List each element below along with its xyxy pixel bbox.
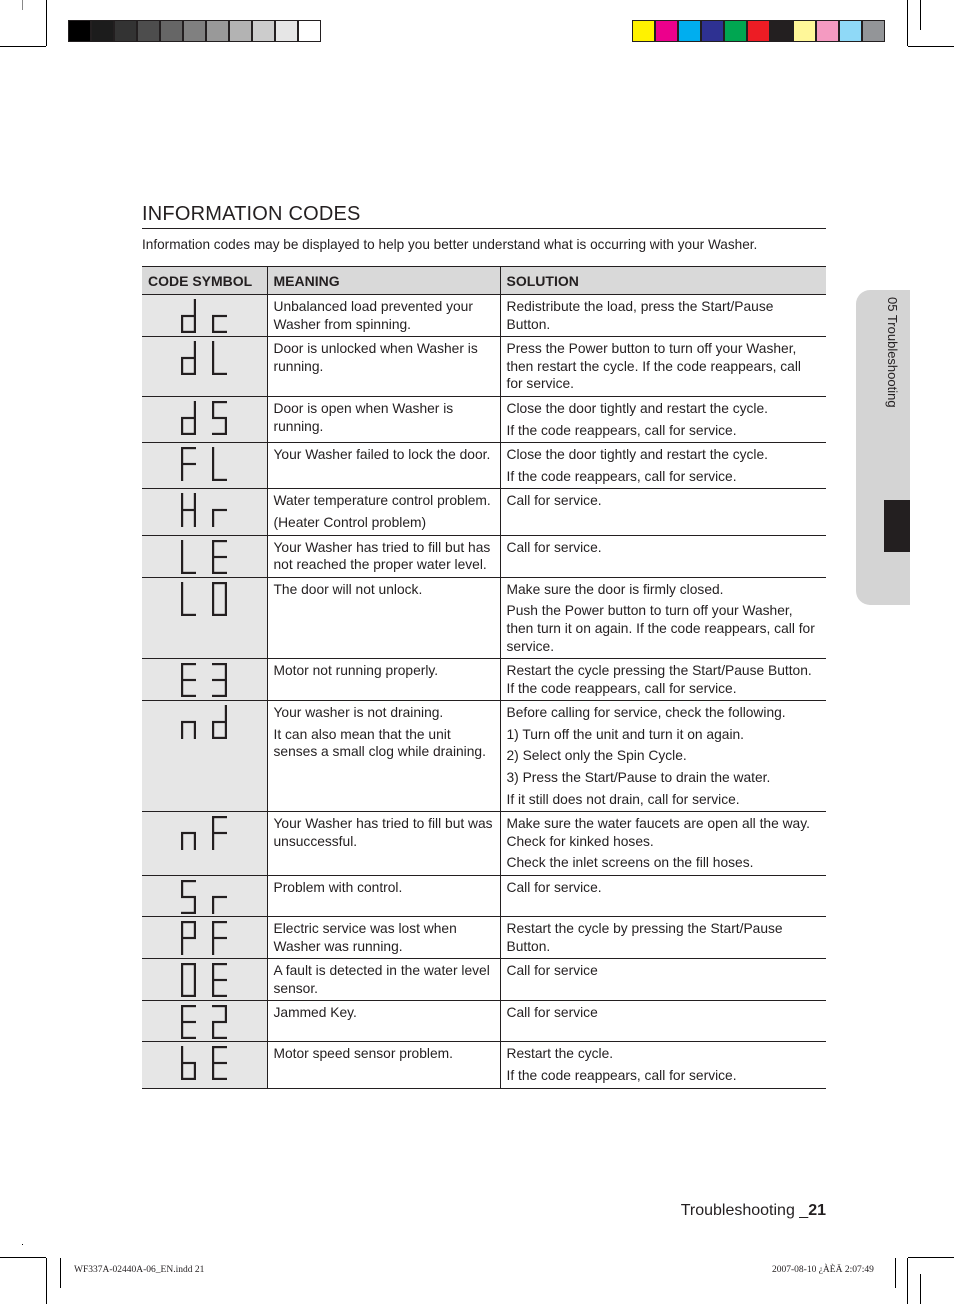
code-segment (212, 921, 227, 923)
code-segment (212, 1062, 227, 1064)
solution-text: Call for service (506, 1005, 598, 1021)
meaning-cell (267, 1042, 500, 1088)
solution-text: Call for service. (506, 493, 602, 509)
solution-cell (500, 1001, 826, 1042)
grayscale-swatch (68, 20, 91, 42)
solution-text: Close the door tightly and restart the cycle. (506, 400, 769, 416)
solution-text: 1) Turn off the unit and turn it on again. (506, 726, 745, 742)
title-rule (142, 228, 826, 229)
meaning-text: A fault is detected in the water level sensor. (273, 963, 490, 996)
code-segment (212, 695, 227, 697)
solution-text: Make sure the water faucets are open all the way. Check for kinked hoses. (506, 816, 810, 849)
code-segment (212, 1046, 227, 1048)
code-segment (181, 463, 196, 465)
meaning-text: Jammed Key. (273, 1005, 357, 1021)
grayscale-swatch (252, 20, 275, 42)
code-segment (225, 599, 227, 616)
solution-text: 3) Press the Start/Pause to drain the water. (506, 770, 771, 786)
code-segment (181, 880, 196, 882)
code-segment (194, 401, 196, 418)
solution-text: Restart the cycle by pressing the Start/Pause Button. (506, 921, 783, 954)
code-segment (181, 663, 183, 680)
code-segment (212, 316, 214, 333)
code-segment (212, 464, 214, 481)
code-segment (181, 963, 196, 965)
chapter-side-tab-marker (884, 500, 910, 552)
code-symbol-cell (142, 535, 267, 577)
solution-text: If it still does not drain, call for service. (506, 791, 740, 807)
meaning-text: Door is open when Washer is running. (273, 400, 454, 434)
meaning-text: Water temperature control problem. (273, 493, 491, 509)
table-row (142, 295, 826, 337)
code-segment (212, 341, 214, 358)
code-symbol-cell (142, 443, 267, 489)
code-segment (181, 357, 196, 359)
code-segment (212, 1022, 214, 1039)
meaning-cell (267, 295, 500, 337)
code-segment (181, 1005, 196, 1007)
code-segment (194, 1063, 196, 1080)
code-symbol-glyph (181, 493, 227, 527)
meaning-text: The door will not unlock. (273, 581, 423, 597)
solution-text: If the code reappears, call for service. (506, 422, 737, 438)
meaning-cell (267, 876, 500, 917)
meaning-cell (267, 337, 500, 397)
solution-cell (500, 876, 826, 917)
code-segment (181, 695, 196, 697)
code-segment (181, 722, 183, 739)
code-symbol-cell (142, 295, 267, 337)
code-segment (212, 995, 227, 997)
solution-text: Call for service (506, 963, 598, 979)
code-segment (212, 614, 227, 616)
code-segment (181, 880, 183, 897)
code-segment (212, 540, 214, 557)
code-segment (181, 1063, 183, 1080)
color-swatch (793, 20, 816, 42)
code-symbol-cell (142, 659, 267, 701)
meaning-text: Your Washer failed to lock the door. (273, 447, 491, 463)
meaning-cell (267, 396, 500, 442)
code-segment (181, 571, 196, 573)
code-symbol-glyph (181, 299, 227, 333)
header-solution: SOLUTION (500, 267, 826, 295)
table-row (142, 701, 826, 812)
solution-text: If the code reappears, call for service. (506, 1068, 737, 1083)
print-slug-date: 2007-08-10 ¿ÀÈÄ 2:07:49 (772, 1265, 874, 1275)
table-row (142, 535, 826, 577)
solution-text: Check the inlet screens on the fill hoses. (506, 855, 754, 871)
code-segment (212, 1078, 227, 1080)
code-segment (181, 417, 196, 419)
code-segment (212, 963, 214, 980)
code-segment (212, 737, 227, 739)
code-segment (181, 447, 183, 464)
code-segment (181, 373, 196, 375)
grayscale-swatch (160, 20, 183, 42)
grayscale-swatch (183, 20, 206, 42)
code-segment (212, 401, 214, 418)
grayscale-swatch (91, 20, 114, 42)
table-header-row (142, 267, 826, 295)
meaning-text: Problem with control. (273, 880, 403, 896)
color-swatch (632, 20, 655, 42)
code-segment (212, 1005, 227, 1007)
code-segment (194, 418, 196, 435)
code-segment (181, 1021, 196, 1023)
code-segment (212, 897, 214, 914)
code-segment (212, 833, 214, 850)
code-symbol-cell (142, 701, 267, 812)
code-segment (225, 663, 227, 680)
code-segment (212, 479, 227, 481)
code-segment (194, 493, 196, 510)
code-segment (212, 582, 214, 599)
solution-cell (500, 577, 826, 658)
code-symbol-glyph (181, 705, 227, 739)
solution-text: Press the Power button to turn off your Washer, then restart the cycle. If the code reappears, call for service. (506, 341, 801, 392)
code-segment (212, 663, 227, 665)
code-segment (212, 331, 227, 333)
color-swatch (724, 20, 747, 42)
crop-mark (920, 1274, 921, 1304)
crop-mark (0, 46, 46, 47)
print-slug-file: WF337A-02440A-06_EN.indd 21 (74, 1265, 205, 1275)
table-row (142, 337, 826, 397)
code-segment (194, 341, 196, 358)
code-symbol-glyph (181, 816, 227, 850)
code-segment (212, 816, 227, 818)
code-symbol-cell (142, 917, 267, 959)
meaning-cell (267, 659, 500, 701)
header-meaning: MEANING (267, 267, 500, 295)
table-row (142, 1042, 826, 1088)
code-symbol-cell (142, 876, 267, 917)
color-swatch (839, 20, 862, 42)
code-segment (194, 316, 196, 333)
code-segment (181, 721, 196, 723)
code-segment (194, 299, 196, 316)
code-segment (181, 599, 183, 616)
code-segment (181, 1022, 183, 1039)
code-symbol-cell (142, 1001, 267, 1042)
solution-text: Restart the cycle. (506, 1046, 614, 1062)
header-code-symbol: CODE SYMBOL (142, 267, 267, 295)
meaning-text: Your washer is not draining. (273, 705, 444, 721)
meaning-cell (267, 701, 500, 812)
code-segment (212, 540, 227, 542)
meaning-cell (267, 443, 500, 489)
code-segment (194, 963, 196, 980)
code-segment (212, 1021, 227, 1023)
code-segment (212, 937, 227, 939)
code-segment (225, 1005, 227, 1022)
section-intro: Information codes may be displayed to help you better understand what is occurring with your Washer. (142, 237, 758, 252)
meaning-text: Your Washer has tried to fill but has not reached the proper water level. (273, 539, 491, 573)
code-segment (212, 315, 227, 317)
code-symbol-cell (142, 1042, 267, 1088)
solution-text: Close the door tightly and restart the cycle. (506, 447, 769, 463)
table-row (142, 1001, 826, 1042)
code-segment (194, 358, 196, 375)
table-row (142, 812, 826, 876)
code-segment (212, 401, 227, 403)
code-segment (194, 897, 196, 914)
code-segment (181, 1046, 183, 1063)
table-row (142, 396, 826, 442)
color-swatch (701, 20, 724, 42)
code-segment (225, 418, 227, 435)
code-segment (194, 980, 196, 997)
crop-mark (46, 1258, 47, 1304)
meaning-text: Unbalanced load prevented your Washer from spinning. (273, 299, 473, 332)
table-row (142, 876, 826, 917)
meaning-text: (Heater Control problem) (273, 514, 427, 530)
solution-cell (500, 396, 826, 442)
crop-mark (907, 1258, 908, 1304)
crop-mark (908, 1257, 954, 1258)
code-symbol-glyph (181, 1005, 227, 1039)
code-segment (181, 557, 183, 574)
code-segment (212, 433, 227, 435)
meaning-cell (267, 959, 500, 1001)
solution-text: 2) Select only the Spin Cycle. (506, 748, 687, 764)
solution-text: Restart the cycle pressing the Start/Pause Button. If the code reappears, call for service. (506, 663, 812, 696)
code-segment (212, 599, 214, 616)
code-segment (181, 921, 183, 938)
code-segment (225, 582, 227, 599)
grayscale-swatch (229, 20, 252, 42)
code-segment (181, 540, 183, 557)
grayscale-swatch (137, 20, 160, 42)
code-symbol-glyph (181, 921, 227, 955)
meaning-cell (267, 812, 500, 876)
code-symbol-cell (142, 959, 267, 1001)
grayscale-swatch (114, 20, 137, 42)
code-segment (181, 963, 183, 980)
solution-cell (500, 295, 826, 337)
footer-label: Troubleshooting _ (680, 1202, 809, 1219)
code-segment (181, 1078, 196, 1080)
code-segment (181, 680, 183, 697)
table-row (142, 489, 826, 535)
code-segment (212, 1046, 214, 1063)
code-segment (212, 571, 227, 573)
code-segment (181, 331, 196, 333)
code-segment (212, 557, 214, 574)
table-row (142, 917, 826, 959)
solution-cell (500, 812, 826, 876)
code-segment (212, 938, 214, 955)
code-symbol-glyph (181, 880, 227, 914)
solution-text: Call for service. (506, 880, 602, 896)
code-segment (212, 509, 227, 511)
solution-cell (500, 443, 826, 489)
code-segment (181, 358, 183, 375)
crop-mark (46, 0, 47, 46)
code-segment (181, 833, 183, 850)
crop-mark (0, 1257, 46, 1258)
solution-cell (500, 535, 826, 577)
page-footer (681, 1202, 826, 1220)
code-symbol-cell (142, 396, 267, 442)
solution-cell (500, 917, 826, 959)
code-segment (181, 447, 196, 449)
code-symbol-glyph (181, 1046, 227, 1080)
code-segment (181, 1037, 196, 1039)
solution-text: Before calling for service, check the following. (506, 705, 786, 721)
table-row (142, 577, 826, 658)
code-segment (181, 938, 183, 955)
meaning-cell (267, 489, 500, 535)
meaning-cell (267, 1001, 500, 1042)
code-segment (212, 1063, 214, 1080)
solution-cell (500, 701, 826, 812)
solution-text: Push the Power button to turn off your Washer, then turn it on again. If the code reappears, call for service. (506, 603, 815, 654)
code-segment (181, 921, 196, 923)
information-codes-table (142, 266, 826, 1089)
code-symbol-glyph (181, 447, 227, 481)
code-segment (181, 509, 196, 511)
meaning-cell (267, 577, 500, 658)
code-symbol-glyph (181, 540, 227, 574)
code-segment (181, 679, 196, 681)
code-segment (181, 1005, 183, 1022)
code-segment (181, 896, 196, 898)
code-segment (212, 980, 214, 997)
code-segment (181, 315, 196, 317)
code-segment (181, 1062, 196, 1064)
table-row (142, 443, 826, 489)
code-segment (181, 995, 196, 997)
solution-cell (500, 337, 826, 397)
code-segment (212, 373, 227, 375)
code-segment (212, 721, 227, 723)
table-row (142, 659, 826, 701)
meaning-text: Your Washer has tried to fill but was unsuccessful. (273, 816, 493, 849)
code-segment (212, 582, 227, 584)
meaning-cell (267, 535, 500, 577)
code-segment (225, 722, 227, 739)
code-segment (181, 614, 196, 616)
solution-cell (500, 659, 826, 701)
grayscale-swatch (206, 20, 229, 42)
code-segment (212, 921, 214, 938)
solution-text: If the code reappears, call for service. (506, 468, 737, 484)
code-segment (181, 980, 183, 997)
crop-mark (22, 1244, 23, 1245)
meaning-text: Motor not running properly. (273, 663, 439, 679)
color-swatch (678, 20, 701, 42)
code-segment (181, 316, 183, 333)
code-segment (212, 510, 214, 527)
color-swatch (770, 20, 793, 42)
code-symbol-glyph (181, 663, 227, 697)
color-swatch (655, 20, 678, 42)
crop-mark (920, 0, 921, 30)
page-number: 21 (808, 1202, 826, 1219)
code-segment (212, 358, 214, 375)
color-swatch (816, 20, 839, 42)
code-symbol-cell (142, 489, 267, 535)
code-segment (181, 582, 183, 599)
code-segment (181, 418, 183, 435)
crop-mark (895, 1258, 896, 1288)
code-symbol-glyph (181, 963, 227, 997)
solution-cell (500, 959, 826, 1001)
meaning-text: Door is unlocked when Washer is running. (273, 341, 478, 374)
code-segment (212, 1037, 227, 1039)
code-segment (181, 832, 196, 834)
code-segment (212, 816, 214, 833)
code-segment (212, 555, 227, 557)
code-segment (212, 896, 227, 898)
crop-mark (907, 0, 908, 46)
code-segment (225, 705, 227, 722)
solution-cell (500, 1042, 826, 1088)
code-segment (181, 433, 196, 435)
solution-text: Call for service. (506, 539, 602, 555)
code-symbol-cell (142, 812, 267, 876)
code-segment (194, 722, 196, 739)
code-segment (225, 680, 227, 697)
solution-cell (500, 489, 826, 535)
code-segment (194, 510, 196, 527)
code-segment (181, 912, 196, 914)
crop-mark (22, 0, 23, 10)
code-segment (194, 921, 196, 938)
code-symbol-glyph (181, 401, 227, 435)
code-segment (181, 937, 196, 939)
code-segment (181, 510, 183, 527)
code-segment (212, 963, 227, 965)
code-segment (212, 722, 214, 739)
code-segment (181, 493, 183, 510)
meaning-text: Electric service was lost when Washer was running. (273, 921, 457, 954)
color-swatch (747, 20, 770, 42)
code-segment (194, 833, 196, 850)
solution-text: Make sure the door is firmly closed. (506, 581, 724, 597)
section-title: INFORMATION CODES (142, 203, 361, 225)
crop-mark (60, 1258, 61, 1288)
code-symbol-glyph (181, 582, 227, 616)
grayscale-swatch (275, 20, 298, 42)
table-row (142, 959, 826, 1001)
meaning-text: Motor speed sensor problem. (273, 1046, 453, 1062)
code-segment (212, 979, 227, 981)
code-segment (181, 464, 183, 481)
code-segment (212, 417, 227, 419)
code-segment (212, 832, 227, 834)
chapter-side-tab (856, 290, 910, 605)
code-segment (181, 663, 196, 665)
code-segment (212, 447, 214, 464)
solution-text: Redistribute the load, press the Start/Pause Button. (506, 299, 774, 332)
meaning-text: It can also mean that the unit senses a small clog while draining. (273, 726, 486, 760)
code-symbol-cell (142, 337, 267, 397)
chapter-side-tab-label: 05 Troubleshooting (885, 297, 900, 408)
color-swatch (862, 20, 885, 42)
code-symbol-cell (142, 577, 267, 658)
code-segment (212, 679, 227, 681)
grayscale-swatch (298, 20, 321, 42)
meaning-cell (267, 917, 500, 959)
crop-mark (908, 46, 954, 47)
code-symbol-glyph (181, 341, 227, 375)
